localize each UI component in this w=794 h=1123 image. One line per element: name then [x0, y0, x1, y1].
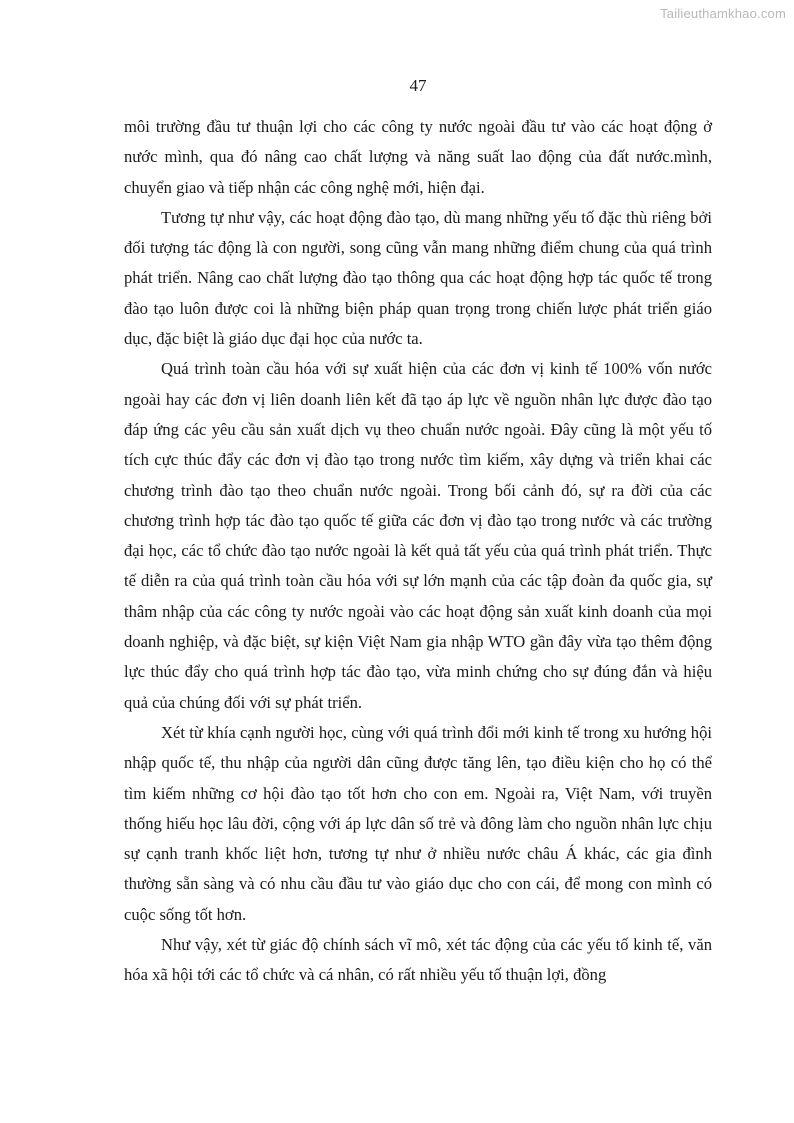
paragraph-5: Như vậy, xét từ giác độ chính sách vĩ mô, xét tác động của các yếu tố kinh tế, văn hóa xã hội tới các tổ chức và cá nhân, có rất nhiều yếu tố thuận lợi, đồng — [124, 935, 712, 985]
paragraph-2: Tương tự như vậy, các hoạt động đào tạo, dù mang những yếu tố đặc thù riêng bởi đối tượng tác động là con người, song cũng vẫn mang những điểm chung của quá trình phát triển. Nâng cao chất lượng đào tạo thông qua các hoạt động hợp tác quốc tế trong đào tạo luôn được coi là những biện pháp quan trọng trong chiến lược phát triển giáo dục, đặc biệt là giáo dục đại học của nước ta. — [124, 207, 712, 349]
document-body — [124, 112, 712, 991]
paragraph-3: Quá trình toàn cầu hóa với sự xuất hiện của các đơn vị kinh tế 100% vốn nước ngoài hay các đơn vị liên doanh liên kết đã tạo áp lực về nguồn nhân lực được đào tạo đáp ứng các yêu cầu sản xuất dịch vụ theo chuẩn nước ngoài. Đây cũng là một yếu tố tích cực thúc đẩy các đơn vị đào tạo trong nước tìm kiếm, xây dựng và triển khai các chương trình đào tạo theo chuẩn nước ngoài. Trong bối cảnh đó, sự ra đời của các chương trình hợp tác đào tạo quốc tế giữa các đơn vị đào tạo trong nước và các trường đại học, các tổ chức đào tạo nước ngoài là kết quả tất yếu của quá trình phát triển. Thực tế diễn ra của quá trình toàn cầu hóa với sự lớn mạnh của các tập đoàn đa quốc gia, sự thâm nhập của các công ty nước ngoài vào các hoạt động sản xuất kinh doanh của mọi doanh nghiệp, và đặc biệt, sự kiện Việt Nam gia nhập WTO gần đây vừa tạo thêm động lực thúc đẩy cho quá trình hợp tác đào tạo, vừa minh chứng cho sự đúng đắn và hiệu quả của chúng đối với sự phát triển. — [124, 359, 712, 712]
paragraph-4: Xét từ khía cạnh người học, cùng với quá trình đổi mới kinh tế trong xu hướng hội nhập quốc tế, thu nhập của người dân cũng được tăng lên, tạo điều kiện cho họ có thể tìm kiếm những cơ hội đào tạo tốt hơn cho con em. Ngoài ra, Việt Nam, với truyền thống hiếu học lâu đời, cộng với áp lực dân số trẻ và đông làm cho nguồn nhân lực chịu sự cạnh tranh khốc liệt hơn, tương tự như ở nhiều nước châu Á khác, các gia đình thường sẵn sàng và có nhu cầu đầu tư vào giáo dục cho con cái, để mong con mình có cuộc sống tốt hơn. — [124, 722, 712, 924]
paragraph-1: môi trường đầu tư thuận lợi cho các công ty nước ngoài đầu tư vào các hoạt động ở nước mình, qua đó nâng cao chất lượng và năng suất lao động của đất nước.mình, chuyển giao và tiếp nhận các công nghệ mới, hiện đại. — [124, 117, 712, 197]
page-number: 47 — [409, 76, 427, 95]
watermark: Tailieuthamkhao.com — [660, 6, 786, 21]
